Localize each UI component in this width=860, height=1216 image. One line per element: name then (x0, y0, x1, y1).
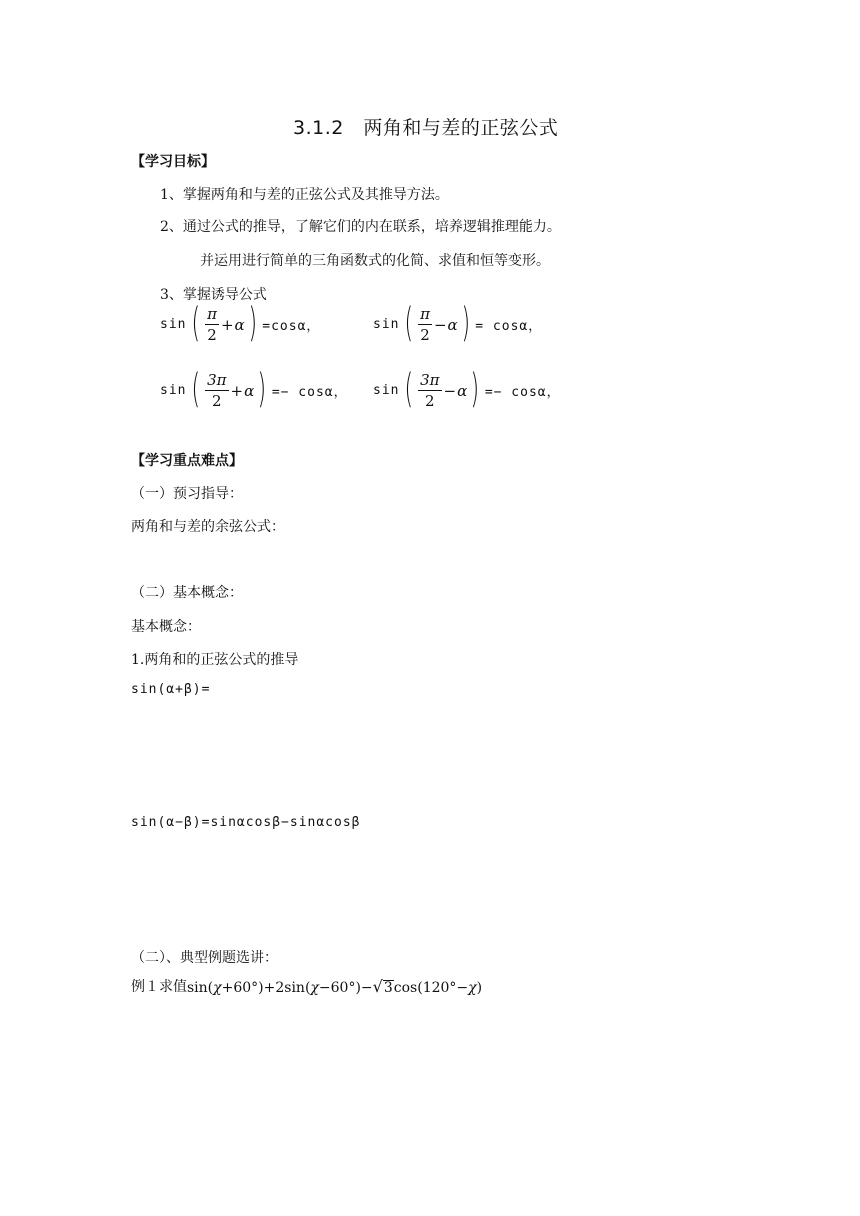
variable: α (244, 381, 255, 400)
right-paren: ) (257, 365, 267, 412)
operator: − (433, 315, 447, 334)
formula-fn: sin (373, 383, 400, 399)
goals-heading: 【学习目标】 (131, 154, 215, 170)
formula-fn: sin (160, 317, 187, 333)
induction-formula-1 (160, 299, 321, 346)
right-paren: ) (248, 299, 257, 346)
example-1-part3: −60°)− (318, 980, 373, 996)
formula-fn: sin (373, 317, 400, 333)
fraction (205, 372, 228, 410)
induction-formula-2 (373, 299, 543, 346)
fraction-numerator: π (207, 305, 217, 323)
chi-variable: χ (310, 980, 319, 996)
left-paren: ( (191, 365, 201, 412)
fraction-numerator: 3π (207, 371, 227, 389)
left-paren: ( (191, 299, 201, 346)
variable: α (234, 315, 245, 334)
fraction (205, 306, 219, 344)
right-paren: ) (470, 365, 480, 412)
page-title: 3.1.2 两角和与差的正弦公式 (293, 117, 559, 139)
example-1-part1: sin( (187, 980, 214, 996)
formula-rhs: =− cosα， (271, 385, 348, 401)
fraction-denominator: 2 (420, 325, 430, 344)
preview-label: （一）预习指导： (131, 486, 243, 502)
left-paren: ( (404, 299, 414, 346)
example-1-part2: +60°)+2sin( (221, 980, 311, 996)
goal-item-3: 3、掌握诱导公式 (160, 287, 267, 303)
fraction (418, 306, 432, 344)
sin-diff-formula: sin(α−β)=sinαcosβ−sinαcosβ (131, 815, 361, 830)
example-1-prefix: 例１求值 (131, 979, 187, 995)
goal-item-1: 1、掌握两角和与差的正弦公式及其推导方法。 (160, 187, 449, 203)
variable: α (447, 315, 458, 334)
fraction-denominator: 2 (207, 325, 217, 344)
formula-rhs: =− cosα， (484, 385, 561, 401)
formula-fn: sin (160, 383, 187, 399)
fraction-numerator: 3π (420, 371, 440, 389)
example-1-part4: cos(120°− (393, 980, 469, 996)
fraction-denominator: 2 (425, 391, 435, 410)
operator: + (220, 315, 234, 334)
radicand: 3 (383, 980, 393, 997)
induction-formula-3 (160, 365, 348, 412)
fraction (418, 372, 441, 410)
chi-variable: χ (468, 980, 477, 996)
sqrt-symbol (373, 977, 394, 996)
cosine-formula-label: 两角和与差的余弦公式： (131, 519, 285, 535)
example-1-part5: ) (476, 980, 483, 996)
concepts-sub: 基本概念： (131, 619, 201, 635)
derivation-label: 1.两角和的正弦公式的推导 (131, 652, 299, 668)
formula-rhs: = cosα， (475, 319, 543, 335)
operator: + (230, 381, 244, 400)
fraction-numerator: π (420, 305, 430, 323)
keypoints-heading: 【学习重点难点】 (131, 453, 243, 469)
variable: α (457, 381, 468, 400)
example-1 (131, 976, 482, 996)
goal-item-2-cont: 并运用进行简单的三角函数式的化简、求值和恒等变形。 (200, 253, 550, 269)
radical-sign: √ (372, 977, 383, 996)
induction-formula-4 (373, 365, 561, 412)
examples-label: （二）、典型例题选讲： (131, 950, 278, 966)
fraction-denominator: 2 (212, 391, 222, 410)
left-paren: ( (404, 365, 414, 412)
concepts-label: （二）基本概念： (131, 585, 243, 601)
right-paren: ) (461, 299, 470, 346)
operator: − (443, 381, 457, 400)
formula-rhs: =cosα， (262, 319, 321, 335)
chi-variable: χ (213, 980, 222, 996)
sin-sum-formula: sin(α+β)= (131, 682, 211, 697)
goal-item-2: 2、通过公式的推导，了解它们的内在联系，培养逻辑推理能力。 (160, 219, 561, 235)
